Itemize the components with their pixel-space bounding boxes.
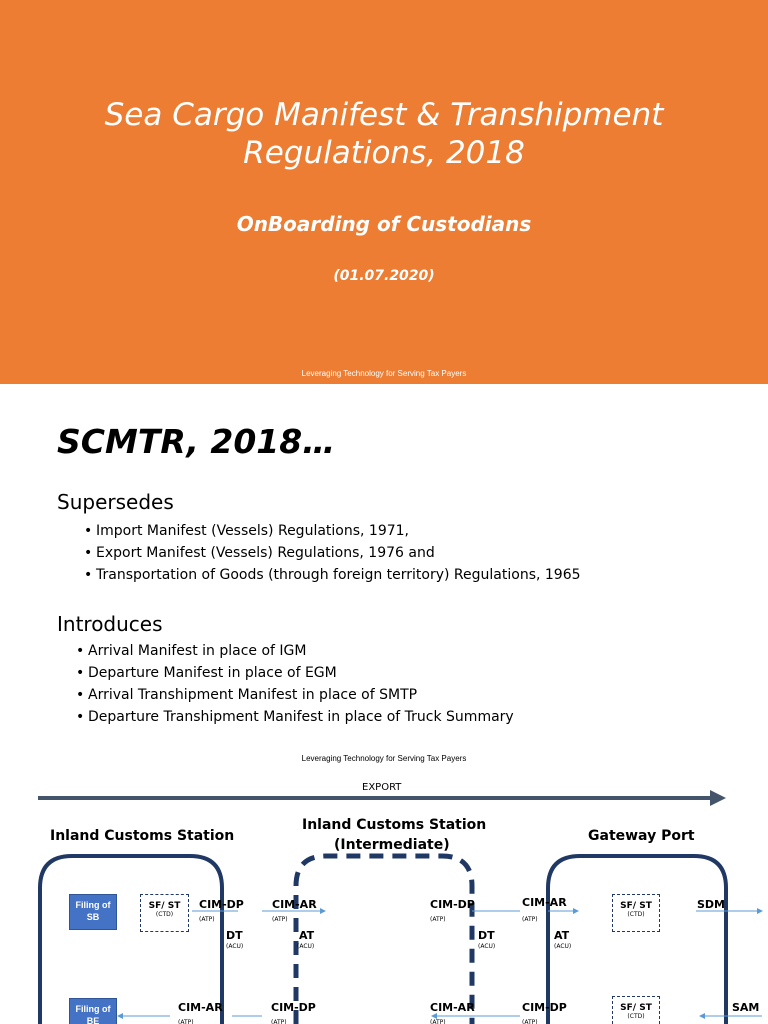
- diagram-slide: [0, 768, 768, 1024]
- sfst-sub: (CTD): [627, 911, 645, 918]
- code-sub: (ACU): [554, 943, 572, 950]
- list-item: • Transportation of Goods (through foreign territory) Regulations, 1965: [84, 564, 581, 586]
- sfst-box: [612, 996, 660, 1024]
- slide-title: [0, 96, 768, 172]
- code-sub: (ACU): [478, 943, 496, 950]
- slide-date: (01.07.2020): [333, 268, 435, 284]
- sfst-sub: (CTD): [627, 1013, 645, 1020]
- code-sub: (ATP): [522, 916, 538, 923]
- slide-heading: SCMTR, 2018…: [57, 422, 336, 461]
- filing-be-line1: Filing of: [75, 1004, 111, 1014]
- filing-be-box: [69, 998, 117, 1024]
- supersedes-heading: Supersedes: [57, 490, 174, 514]
- sfst-box: [612, 894, 660, 932]
- list-item: • Export Manifest (Vessels) Regulations, 1976 and: [84, 542, 581, 564]
- code-sam: SAM: [732, 1001, 760, 1014]
- code-cim-ar: CIM-AR: [272, 898, 317, 911]
- code-cim-dp: CIM-DP: [430, 898, 475, 911]
- slide-title-line1: Sea Cargo Manifest & Transhipment: [104, 97, 664, 133]
- code-dt: DT: [226, 929, 243, 942]
- export-label: EXPORT: [362, 782, 402, 793]
- middle-station-outline: [296, 856, 472, 1024]
- location-middle-line1: Inland Customs Station: [302, 817, 487, 833]
- list-item: • Arrival Manifest in place of IGM: [76, 640, 514, 662]
- code-cim-dp: CIM-DP: [522, 1001, 567, 1014]
- code-cim-dp: CIM-DP: [199, 898, 244, 911]
- introduces-list: [76, 640, 514, 728]
- title-slide: [0, 0, 768, 384]
- code-cim-ar: CIM-AR: [522, 896, 567, 909]
- location-right: Gateway Port: [588, 828, 695, 844]
- code-sub: (ATP): [430, 916, 446, 923]
- code-dt: DT: [478, 929, 495, 942]
- code-cim-ar: CIM-AR: [178, 1001, 223, 1014]
- slide-title-line2: Regulations, 2018: [243, 135, 525, 171]
- filing-sb-line1: Filing of: [75, 900, 111, 910]
- sfst-label: SF/ ST: [148, 901, 181, 911]
- list-item: • Departure Transhipment Manifest in place of Truck Summary: [76, 706, 514, 728]
- list-item: • Departure Manifest in place of EGM: [76, 662, 514, 684]
- slide-footer: Leveraging Technology for Serving Tax Payers: [301, 369, 467, 378]
- filing-be-line2: BE: [86, 1016, 100, 1024]
- code-cim-dp: CIM-DP: [271, 1001, 316, 1014]
- code-sub: (ACU): [297, 943, 315, 950]
- introduces-heading: Introduces: [57, 612, 163, 636]
- supersedes-list: [84, 520, 581, 586]
- code-sub: (ATP): [430, 1019, 446, 1024]
- code-sdm: SDM: [697, 898, 725, 911]
- code-at: AT: [299, 929, 315, 942]
- code-sub: (ATP): [271, 1019, 287, 1024]
- code-sub: (ATP): [522, 1019, 538, 1024]
- slide-footer: Leveraging Technology for Serving Tax Payers: [301, 754, 467, 763]
- code-at: AT: [554, 929, 570, 942]
- location-left: Inland Customs Station: [50, 828, 235, 844]
- code-sub: (ATP): [178, 1019, 194, 1024]
- sfst-box: [140, 894, 189, 932]
- left-station-outline: [40, 856, 222, 1024]
- code-sub: (ATP): [199, 916, 215, 923]
- sfst-label: SF/ ST: [620, 1003, 652, 1013]
- sfst-label: SF/ ST: [620, 901, 652, 911]
- export-arrowhead: [710, 790, 726, 806]
- filing-sb-line2: SB: [86, 912, 100, 922]
- content-slide: [0, 384, 768, 768]
- sfst-sub: (CTD): [155, 911, 174, 918]
- filing-sb-box: [69, 894, 117, 930]
- list-item: • Import Manifest (Vessels) Regulations, 1971,: [84, 520, 581, 542]
- code-cim-ar: CIM-AR: [430, 1001, 475, 1014]
- list-item: • Arrival Transhipment Manifest in place of SMTP: [76, 684, 514, 706]
- code-sub: (ACU): [226, 943, 244, 950]
- code-sub: (ATP): [272, 916, 288, 923]
- slide-subtitle: OnBoarding of Custodians: [236, 212, 532, 236]
- location-middle-line2: (Intermediate): [334, 837, 450, 853]
